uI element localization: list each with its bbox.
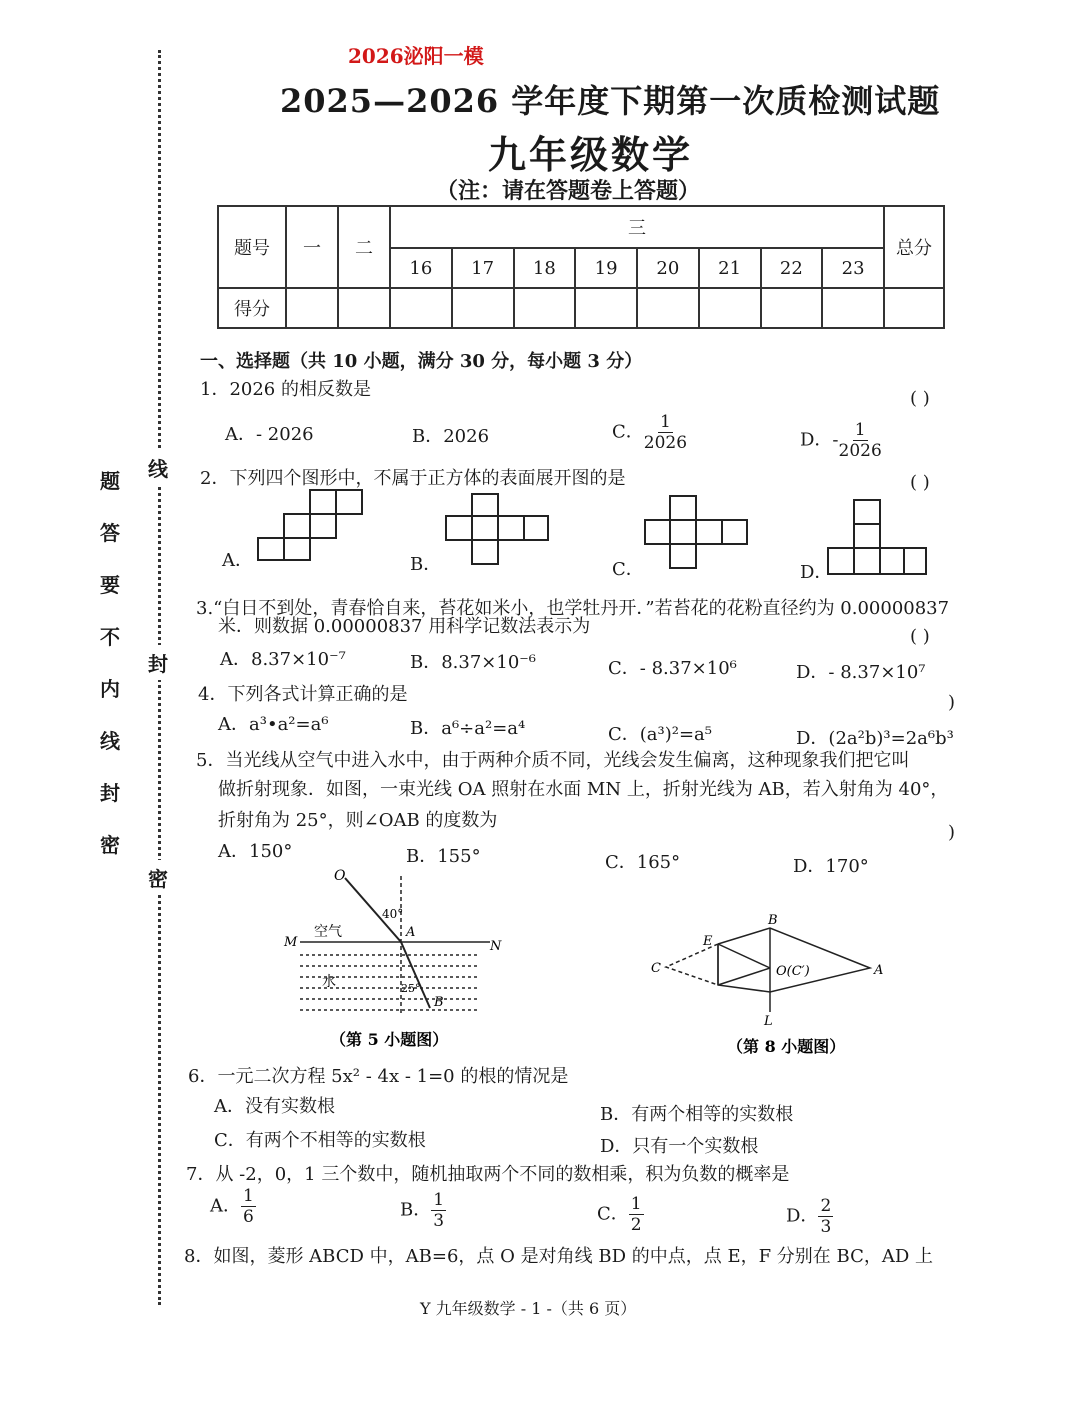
q2-option-c: C． <box>612 559 644 580</box>
q3-stem-line2: 米．则数据 0.00000837 用科学记数法表示为 <box>218 616 591 637</box>
q3-option-a: A．8.37×10⁻⁷ <box>220 649 346 670</box>
question-number-23: 23 <box>822 248 884 288</box>
q7-c-fraction <box>629 1194 644 1235</box>
q4-stem: 4．下列各式计算正确的是 <box>198 684 408 705</box>
q4-option-c: C．(a³)²=a⁵ <box>608 724 713 745</box>
total-header: 总分 <box>884 206 944 288</box>
q5-stem-line3: 折射角为 25°，则∠OAB 的度数为 <box>218 810 498 831</box>
fig5-label-o: O <box>334 868 346 884</box>
q6-option-d: D．只有一个实数根 <box>600 1136 759 1157</box>
q1-c-num: 1 <box>660 412 671 432</box>
q6-option-c: C．有两个不相等的实数根 <box>214 1130 426 1151</box>
q3-option-d: D．- 8.37×10⁷ <box>796 662 926 683</box>
fig5-label-n: N <box>490 939 502 954</box>
question-number-17: 17 <box>452 248 514 288</box>
q7-a-label: A． <box>210 1195 241 1217</box>
q1-c-den: 2026 <box>643 433 688 453</box>
fig5-caption: （第 5 小题图） <box>330 1030 449 1049</box>
seal-char: 题 <box>100 469 120 493</box>
q7-b-fraction <box>431 1190 446 1231</box>
fig8-label-l: L <box>764 1014 773 1029</box>
q7-option-a <box>210 1186 256 1227</box>
exam-source-tag: 2026泌阳一模 <box>348 44 484 68</box>
q8-stem: 8．如图，菱形 ABCD 中，AB=6，点 O 是对角线 BD 的中点，点 E，F 分别在 BC，AD 上 <box>184 1246 934 1267</box>
q7-a-fraction <box>241 1186 256 1227</box>
q7-d-label: D． <box>786 1205 819 1227</box>
fig8-label-o: O(C′) <box>776 964 810 979</box>
q5-answer-paren: ) <box>948 822 956 843</box>
seal-char: 内 <box>100 677 120 701</box>
q3-stem-line1: 3.“白日不到处，青春恰自来，苔花如米小，也学牡丹开．”若苔花的花粉直径约为 0.00000837 <box>196 598 950 619</box>
q1-stem: 1．2026 的相反数是 <box>200 379 371 400</box>
fig8-fold-line <box>718 944 770 968</box>
q5-stem-line2: 做折射现象．如图，一束光线 OA 照射在水面 MN 上，折射光线为 AB，若入射角为 40°， <box>218 779 949 800</box>
q4-answer-paren: ) <box>948 692 956 713</box>
q7-a-num: 1 <box>243 1186 254 1206</box>
q6-option-a: A．没有实数根 <box>214 1096 335 1117</box>
seal-char: 要 <box>100 573 120 597</box>
question-number-21: 21 <box>699 248 761 288</box>
seal-char: 密 <box>100 833 120 857</box>
question-number-22: 22 <box>761 248 823 288</box>
question-number-label: 题号 <box>218 206 286 288</box>
q4-option-b: B．a⁶÷a²=a⁴ <box>410 718 526 739</box>
q7-b-num: 1 <box>433 1190 445 1210</box>
q7-c-label: C． <box>597 1203 629 1225</box>
q1-answer-paren: ( ) <box>910 388 930 409</box>
q1-d-den: 2026 <box>838 441 882 461</box>
fig5-label-b: B <box>434 995 444 1010</box>
q2-option-a: A． <box>222 550 253 571</box>
fig8-label-e: E <box>703 934 713 949</box>
seal-marker-line: 线 <box>148 450 168 485</box>
question-number-18: 18 <box>514 248 576 288</box>
q5-option-a: A．150° <box>218 841 293 862</box>
q6-option-b: B．有两个相等的实数根 <box>600 1104 794 1125</box>
q5-option-d: D．170° <box>793 856 869 877</box>
fig5-label-m: M <box>284 935 298 950</box>
q4-option-d: D．(2a²b)³=2a⁶b³ <box>796 728 954 749</box>
q1-d-num: 1 <box>854 420 866 440</box>
q6-stem: 6．一元二次方程 5x² - 4x - 1=0 的根的情况是 <box>188 1066 569 1087</box>
q2-option-d: D． <box>800 562 833 583</box>
fig5-label-air: 空气 <box>314 924 342 940</box>
fig5-label-a: A <box>406 925 416 940</box>
seal-char: 答 <box>100 521 120 545</box>
q1-option-a: A．- 2026 <box>225 424 314 445</box>
q5-option-b: B．155° <box>406 846 481 867</box>
page-footer: Y 九年级数学 - 1 -（共 6 页） <box>420 1299 637 1318</box>
q3-option-b: B．8.37×10⁻⁶ <box>410 652 537 673</box>
q7-option-b <box>400 1190 446 1231</box>
seal-marker-seal: 封 <box>148 645 168 680</box>
q7-b-den: 3 <box>433 1211 445 1231</box>
q7-stem: 7．从 -2，0，1 三个数中，随机抽取两个不同的数相乘，积为负数的概率是 <box>186 1164 790 1185</box>
fig8-dashed-triangle <box>666 944 718 985</box>
seal-marker-secret: 密 <box>148 860 168 895</box>
q7-a-den: 6 <box>243 1207 254 1227</box>
fig8-label-c: C <box>651 961 661 976</box>
fig5-label-40: 40° <box>382 907 404 921</box>
q5-option-c: C．165° <box>605 852 681 873</box>
q5-stem-line1: 5．当光线从空气中进入水中，由于两种介质不同，光线会发生偏离，这种现象我们把它叫 <box>196 750 910 771</box>
q3-option-c: C．- 8.37×10⁶ <box>608 658 737 679</box>
q7-d-num: 2 <box>820 1196 832 1216</box>
fig8-label-a: A <box>874 963 884 978</box>
q2-option-b: B． <box>410 554 442 575</box>
fig8-fold-line-lower <box>718 968 770 985</box>
fig5-label-25: 25° <box>401 982 421 995</box>
q7-b-label: B． <box>400 1199 432 1221</box>
part-three-header: 三 <box>390 206 884 248</box>
question-number-20: 20 <box>637 248 699 288</box>
score-label: 得分 <box>218 288 286 328</box>
q3-answer-paren: ( ) <box>910 626 930 647</box>
question-number-19: 19 <box>575 248 637 288</box>
exam-subject: 九年级数学 <box>488 132 694 177</box>
seal-char: 线 <box>100 729 120 753</box>
q7-c-den: 2 <box>630 1215 642 1235</box>
q2-answer-paren: ( ) <box>910 472 930 493</box>
q7-c-num: 1 <box>630 1194 642 1214</box>
q1-d-label: D．- <box>800 429 839 451</box>
q1-option-b: B．2026 <box>412 426 490 447</box>
exam-title: 2025—2026 学年度下期第一次质检测试题 <box>280 82 941 120</box>
q7-d-fraction <box>818 1196 833 1237</box>
q7-option-d <box>786 1196 833 1237</box>
fig5-label-water: 水 <box>322 974 336 990</box>
fig8-label-b: B <box>768 913 778 928</box>
question-number-16: 16 <box>390 248 452 288</box>
q7-d-den: 3 <box>820 1217 832 1237</box>
exam-note: （注：请在答题卷上答题） <box>436 178 701 204</box>
q1-c-label: C． <box>612 421 644 443</box>
section-one-heading: 一、选择题（共 10 小题，满分 30 分，每小题 3 分） <box>200 351 643 372</box>
q4-option-a: A．a³•a²=a⁶ <box>218 714 329 735</box>
part-one-header: 一 <box>286 206 338 288</box>
fig8-rhombus-outline <box>718 928 870 992</box>
fig8-caption: （第 8 小题图） <box>727 1037 846 1056</box>
q7-option-c <box>597 1194 644 1235</box>
part-two-header: 二 <box>338 206 390 288</box>
seal-char: 不 <box>100 625 120 649</box>
seal-char: 封 <box>100 781 120 805</box>
q2-stem: 2．下列四个图形中，不属于正方体的表面展开图的是 <box>200 468 626 489</box>
